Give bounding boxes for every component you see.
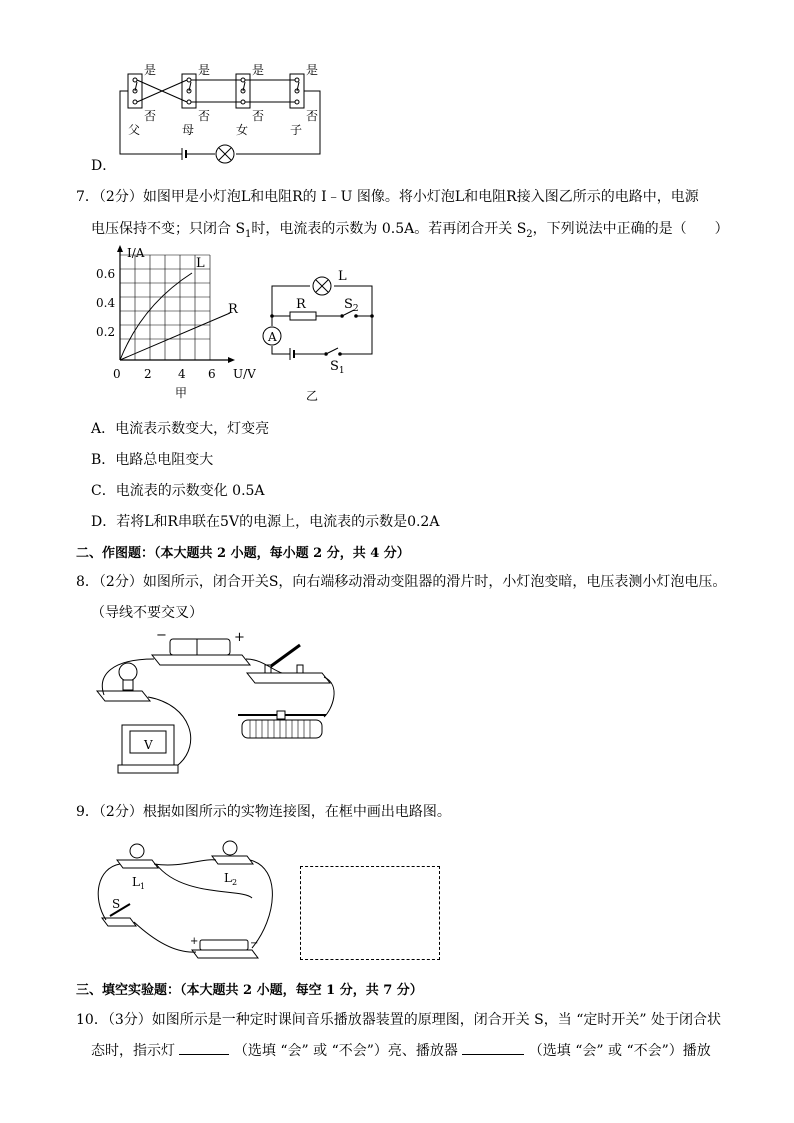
q7-option-d: D．若将L和R串联在5V的电源上，电流表的示数是0.2A [91, 514, 440, 530]
lamp2-label: $L_2$ [224, 871, 238, 887]
x-tick: 0 [113, 367, 121, 381]
y-tick: 0.2 [96, 325, 116, 339]
voltmeter-label: V [144, 738, 153, 752]
switch1-label: $S_1$ [330, 359, 345, 376]
x-tick: 4 [178, 367, 186, 381]
switch-name-label: 母 [182, 123, 195, 137]
q9-line1: 9．（2分）根据如图所示的实物连接图，在框中画出电路图。 [76, 804, 451, 820]
family-switch-circuit-diagram [90, 62, 340, 172]
q7-option-b: B．电路总电阻变大 [91, 452, 214, 468]
switch-name-label: 女 [236, 123, 249, 137]
q8-physical-circuit [92, 625, 352, 785]
y-axis-label: I/A [127, 246, 145, 260]
y-tick: 0.4 [96, 296, 116, 310]
battery-minus: − [156, 628, 167, 643]
switch-mother [182, 74, 196, 108]
resistor-icon [290, 312, 316, 320]
battery-plus: + [190, 936, 199, 947]
switch-label: S [112, 897, 121, 911]
x-tick: 6 [208, 367, 216, 381]
q7-line2-c: ，下列说法中正确的是（ ） [532, 221, 729, 237]
q7-line1: 7．（2分）如图甲是小灯泡L和电阻R的 I﹣U 图像。将小灯泡L和电阻R接入图乙所示的电路中，电源 [76, 189, 699, 205]
switch-top-label: 是 [306, 63, 319, 77]
q8-line1: 8．（2分）如图所示，闭合开关S，向右端移动滑动变阻器的滑片时，小灯泡变暗，电压表测小灯泡电压。 [76, 574, 727, 590]
q7-s2-sub: 2 [526, 228, 533, 240]
q7-line2-a: 电压保持不变；只闭合 S [91, 221, 246, 237]
graph-caption: 甲 [175, 386, 188, 400]
q7-line2 [91, 219, 729, 245]
q7-option-c: C．电流表的示数变化 0.5A [91, 483, 265, 499]
q7-line2-b: 时，电流表的示数为 0.5A。若再闭合开关 S [251, 221, 527, 237]
switch-name-label: 子 [290, 123, 303, 137]
q10-line2-b: （选填 “会” 或 “不会”）亮、播放器 [233, 1043, 458, 1059]
switch-top-label: 是 [198, 63, 211, 77]
q10-line1: 10．（3分）如图所示是一种定时课间音乐播放器装置的原理图，闭合开关 S，当 “定时开关” 处于闭合状 [76, 1012, 721, 1028]
iu-graph [92, 245, 267, 400]
q10-line2 [91, 1041, 711, 1061]
battery-plus: + [234, 630, 245, 645]
switch-top-label: 是 [144, 63, 157, 77]
q10-line2-a: 态时，指示灯 [91, 1043, 175, 1059]
bulb-icon [130, 844, 144, 858]
curve-l [120, 273, 192, 360]
switch-bottom-label: 否 [144, 109, 157, 123]
q7-s1-sub: 1 [245, 228, 252, 240]
option-d-label: D． [91, 158, 117, 174]
battery-minus: − [250, 938, 259, 949]
switch-bottom-label: 否 [306, 109, 319, 123]
switch-son [290, 74, 304, 108]
bulb-icon [223, 841, 237, 855]
q7-option-a: A．电流表示数变大，灯变亮 [91, 421, 270, 437]
switch-daughter [236, 74, 250, 108]
answer-box[interactable] [300, 866, 440, 960]
lamp-label: L [338, 269, 347, 284]
y-tick: 0.6 [96, 267, 116, 281]
resistor-label: R [296, 297, 306, 312]
x-axis-label: U/V [233, 367, 256, 381]
section-2-heading: 二、作图题：（本大题共 2 小题，每小题 2 分，共 4 分） [76, 546, 410, 561]
curve-r-label: R [228, 302, 238, 317]
bulb-icon [119, 663, 137, 681]
ammeter-label: A [268, 330, 277, 344]
switch2-label: $S_2$ [344, 297, 359, 314]
x-tick: 2 [144, 367, 152, 381]
q8-line2: （导线不要交叉） [91, 605, 203, 621]
switch-top-label: 是 [252, 63, 265, 77]
curve-l-label: L [196, 256, 205, 271]
lamp1-label: $L_1$ [132, 875, 146, 891]
switch-bottom-label: 否 [198, 109, 211, 123]
answer-blank-2[interactable] [462, 1054, 524, 1055]
circuit-yi [258, 262, 383, 402]
section-3-heading: 三、填空实验题：（本大题共 2 小题，每空 1 分，共 7 分） [76, 983, 423, 998]
curve-r [120, 313, 230, 360]
q9-physical-circuit [92, 838, 292, 968]
answer-blank-1[interactable] [179, 1054, 229, 1055]
switch-name-label: 父 [128, 123, 141, 137]
q10-line2-c: （选填 “会” 或 “不会”）播放 [528, 1043, 711, 1059]
switch-father [128, 74, 142, 108]
circuit-caption: 乙 [306, 389, 319, 402]
switch-bottom-label: 否 [252, 109, 265, 123]
